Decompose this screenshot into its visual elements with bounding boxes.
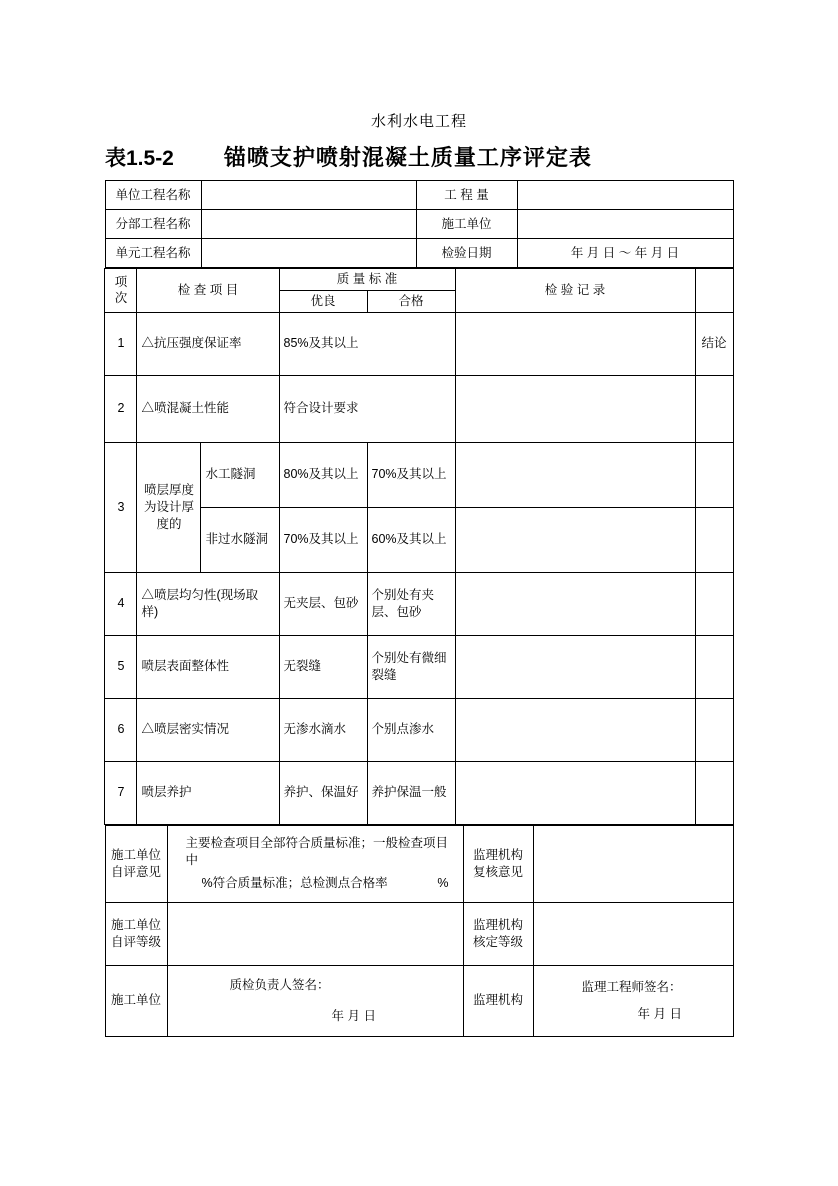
- value-inspection-date[interactable]: 年 月 日 ～ 年 月 日: [517, 239, 733, 268]
- row-2-excellent: 符合设计要求: [279, 375, 455, 442]
- label-construction-unit-sign: 施工单位: [105, 965, 167, 1036]
- self-opinion-text-3: %: [437, 876, 449, 891]
- row-5-qualified: 个别处有微细裂缝: [367, 635, 455, 698]
- label-supervisor-unit-sign: 监理机构: [463, 965, 533, 1036]
- row-4-qualified: 个别处有夹层、包砂: [367, 572, 455, 635]
- row-1-conclusion: 结论: [695, 312, 733, 375]
- row-6-conclusion[interactable]: [695, 698, 733, 761]
- info-table: [105, 180, 734, 268]
- row-7-qualified: 养护保温一般: [367, 761, 455, 824]
- label-supervisor-grade: 监理机构核定等级: [463, 902, 533, 965]
- row-6-qualified: 个别点渗水: [367, 698, 455, 761]
- label-unit-work-name: 单元工程名称: [105, 239, 201, 268]
- row-4-item: △喷层均匀性(现场取样): [137, 572, 279, 635]
- row-3b-sublabel: 非过水隧洞: [201, 507, 279, 572]
- self-opinion-text-1: 主要检查项目全部符合质量标准；一般检查项目中: [185, 836, 449, 868]
- header-item-no: 项次: [105, 269, 137, 313]
- header-inspection-record: 检 验 记 录: [455, 269, 695, 313]
- header-excellent: 优良: [279, 290, 367, 312]
- header-subtitle: 水利水电工程: [370, 113, 467, 130]
- row-3a-qualified: 70%及其以上: [367, 442, 455, 507]
- row-1-no: 1: [105, 312, 137, 375]
- title-row: [0, 141, 838, 172]
- header-conclusion-spacer: [695, 269, 733, 313]
- table-row: [105, 572, 733, 635]
- label-self-grade: 施工单位自评等级: [105, 902, 167, 965]
- label-construction-unit: 施工单位: [416, 210, 517, 239]
- qc-sign-label: 质检负责人签名：: [229, 977, 330, 992]
- construction-signature-cell[interactable]: [167, 965, 463, 1036]
- row-1-excellent: 85%及其以上: [279, 312, 455, 375]
- value-supervisor-grade[interactable]: [533, 902, 733, 965]
- row-3b-qualified: 60%及其以上: [367, 507, 455, 572]
- header-qualified: 合格: [367, 290, 455, 312]
- table-row: [105, 442, 733, 507]
- row-2-no: 2: [105, 375, 137, 442]
- row-6-no: 6: [105, 698, 137, 761]
- table-row: [105, 312, 733, 375]
- self-opinion-content[interactable]: [167, 825, 463, 902]
- row-6-item: △喷层密实情况: [137, 698, 279, 761]
- table-row: [105, 210, 733, 239]
- table-row: [105, 181, 733, 210]
- row-2-record[interactable]: [455, 375, 695, 442]
- row-3-item: 喷层厚度为设计厚度的: [137, 442, 201, 572]
- row-3a-record[interactable]: [455, 442, 695, 507]
- value-unit-project-name[interactable]: [201, 181, 416, 210]
- label-supervisor-review: 监理机构复核意见: [463, 825, 533, 902]
- inspection-table: [104, 268, 733, 825]
- row-5-excellent: 无裂缝: [279, 635, 367, 698]
- row-5-record[interactable]: [455, 635, 695, 698]
- signature-row: [105, 965, 733, 1036]
- table-row: [105, 375, 733, 442]
- row-7-record[interactable]: [455, 761, 695, 824]
- row-2-item: △喷混凝土性能: [137, 375, 279, 442]
- label-unit-project-name: 单位工程名称: [105, 181, 201, 210]
- row-5-no: 5: [105, 635, 137, 698]
- table-row: [105, 239, 733, 268]
- row-3a-excellent: 80%及其以上: [279, 442, 367, 507]
- row-4-record[interactable]: [455, 572, 695, 635]
- row-3b-record[interactable]: [455, 507, 695, 572]
- header-check-item: 检 查 项 目: [137, 269, 279, 313]
- row-4-conclusion[interactable]: [695, 572, 733, 635]
- value-supervisor-review[interactable]: [533, 825, 733, 902]
- row-6-record[interactable]: [455, 698, 695, 761]
- row-6-excellent: 无渗水滴水: [279, 698, 367, 761]
- self-opinion-text-2: %符合质量标准；总检测点合格率: [201, 876, 388, 891]
- row-4-no: 4: [105, 572, 137, 635]
- row-7-no: 7: [105, 761, 137, 824]
- footer-table: [105, 825, 734, 1037]
- row-7-excellent: 养护、保温好: [279, 761, 367, 824]
- row-3-no: 3: [105, 442, 137, 572]
- row-3a-conclusion[interactable]: [695, 442, 733, 507]
- row-5-item: 喷层表面整体性: [137, 635, 279, 698]
- value-construction-unit[interactable]: [517, 210, 733, 239]
- qc-sign-date: 年 月 日: [331, 1008, 376, 1023]
- label-self-opinion: 施工单位自评意见: [105, 825, 167, 902]
- table-row: [105, 698, 733, 761]
- row-3b-excellent: 70%及其以上: [279, 507, 367, 572]
- row-7-conclusion[interactable]: [695, 761, 733, 824]
- row-3b-conclusion[interactable]: [695, 507, 733, 572]
- row-5-conclusion[interactable]: [695, 635, 733, 698]
- value-self-grade[interactable]: [167, 902, 463, 965]
- row-1-item: △抗压强度保证率: [137, 312, 279, 375]
- table-row: [105, 635, 733, 698]
- supervisor-engineer-sign-label: 监理工程师签名：: [581, 979, 682, 994]
- value-unit-work-name[interactable]: [201, 239, 416, 268]
- self-opinion-row: [105, 825, 733, 902]
- row-4-excellent: 无夹层、包砂: [279, 572, 367, 635]
- header-quality-standard: 质 量 标 准: [279, 269, 455, 291]
- supervisor-sign-date: 年 月 日: [637, 1007, 682, 1022]
- label-division-project-name: 分部工程名称: [105, 210, 201, 239]
- row-2-conclusion[interactable]: [695, 375, 733, 442]
- row-7-item: 喷层养护: [137, 761, 279, 824]
- table-row: [105, 761, 733, 824]
- row-1-record[interactable]: [455, 312, 695, 375]
- table-number: 表1.5-2: [105, 147, 174, 170]
- grade-row: [105, 902, 733, 965]
- value-division-project-name[interactable]: [201, 210, 416, 239]
- label-quantity: 工 程 量: [416, 181, 517, 210]
- value-quantity[interactable]: [517, 181, 733, 210]
- page-title: 锚喷支护喷射混凝土质量工序评定表: [223, 145, 592, 170]
- row-3a-sublabel: 水工隧洞: [201, 442, 279, 507]
- table-header-row: [105, 269, 733, 291]
- label-inspection-date: 检验日期: [416, 239, 517, 268]
- supervisor-signature-cell[interactable]: [533, 965, 733, 1036]
